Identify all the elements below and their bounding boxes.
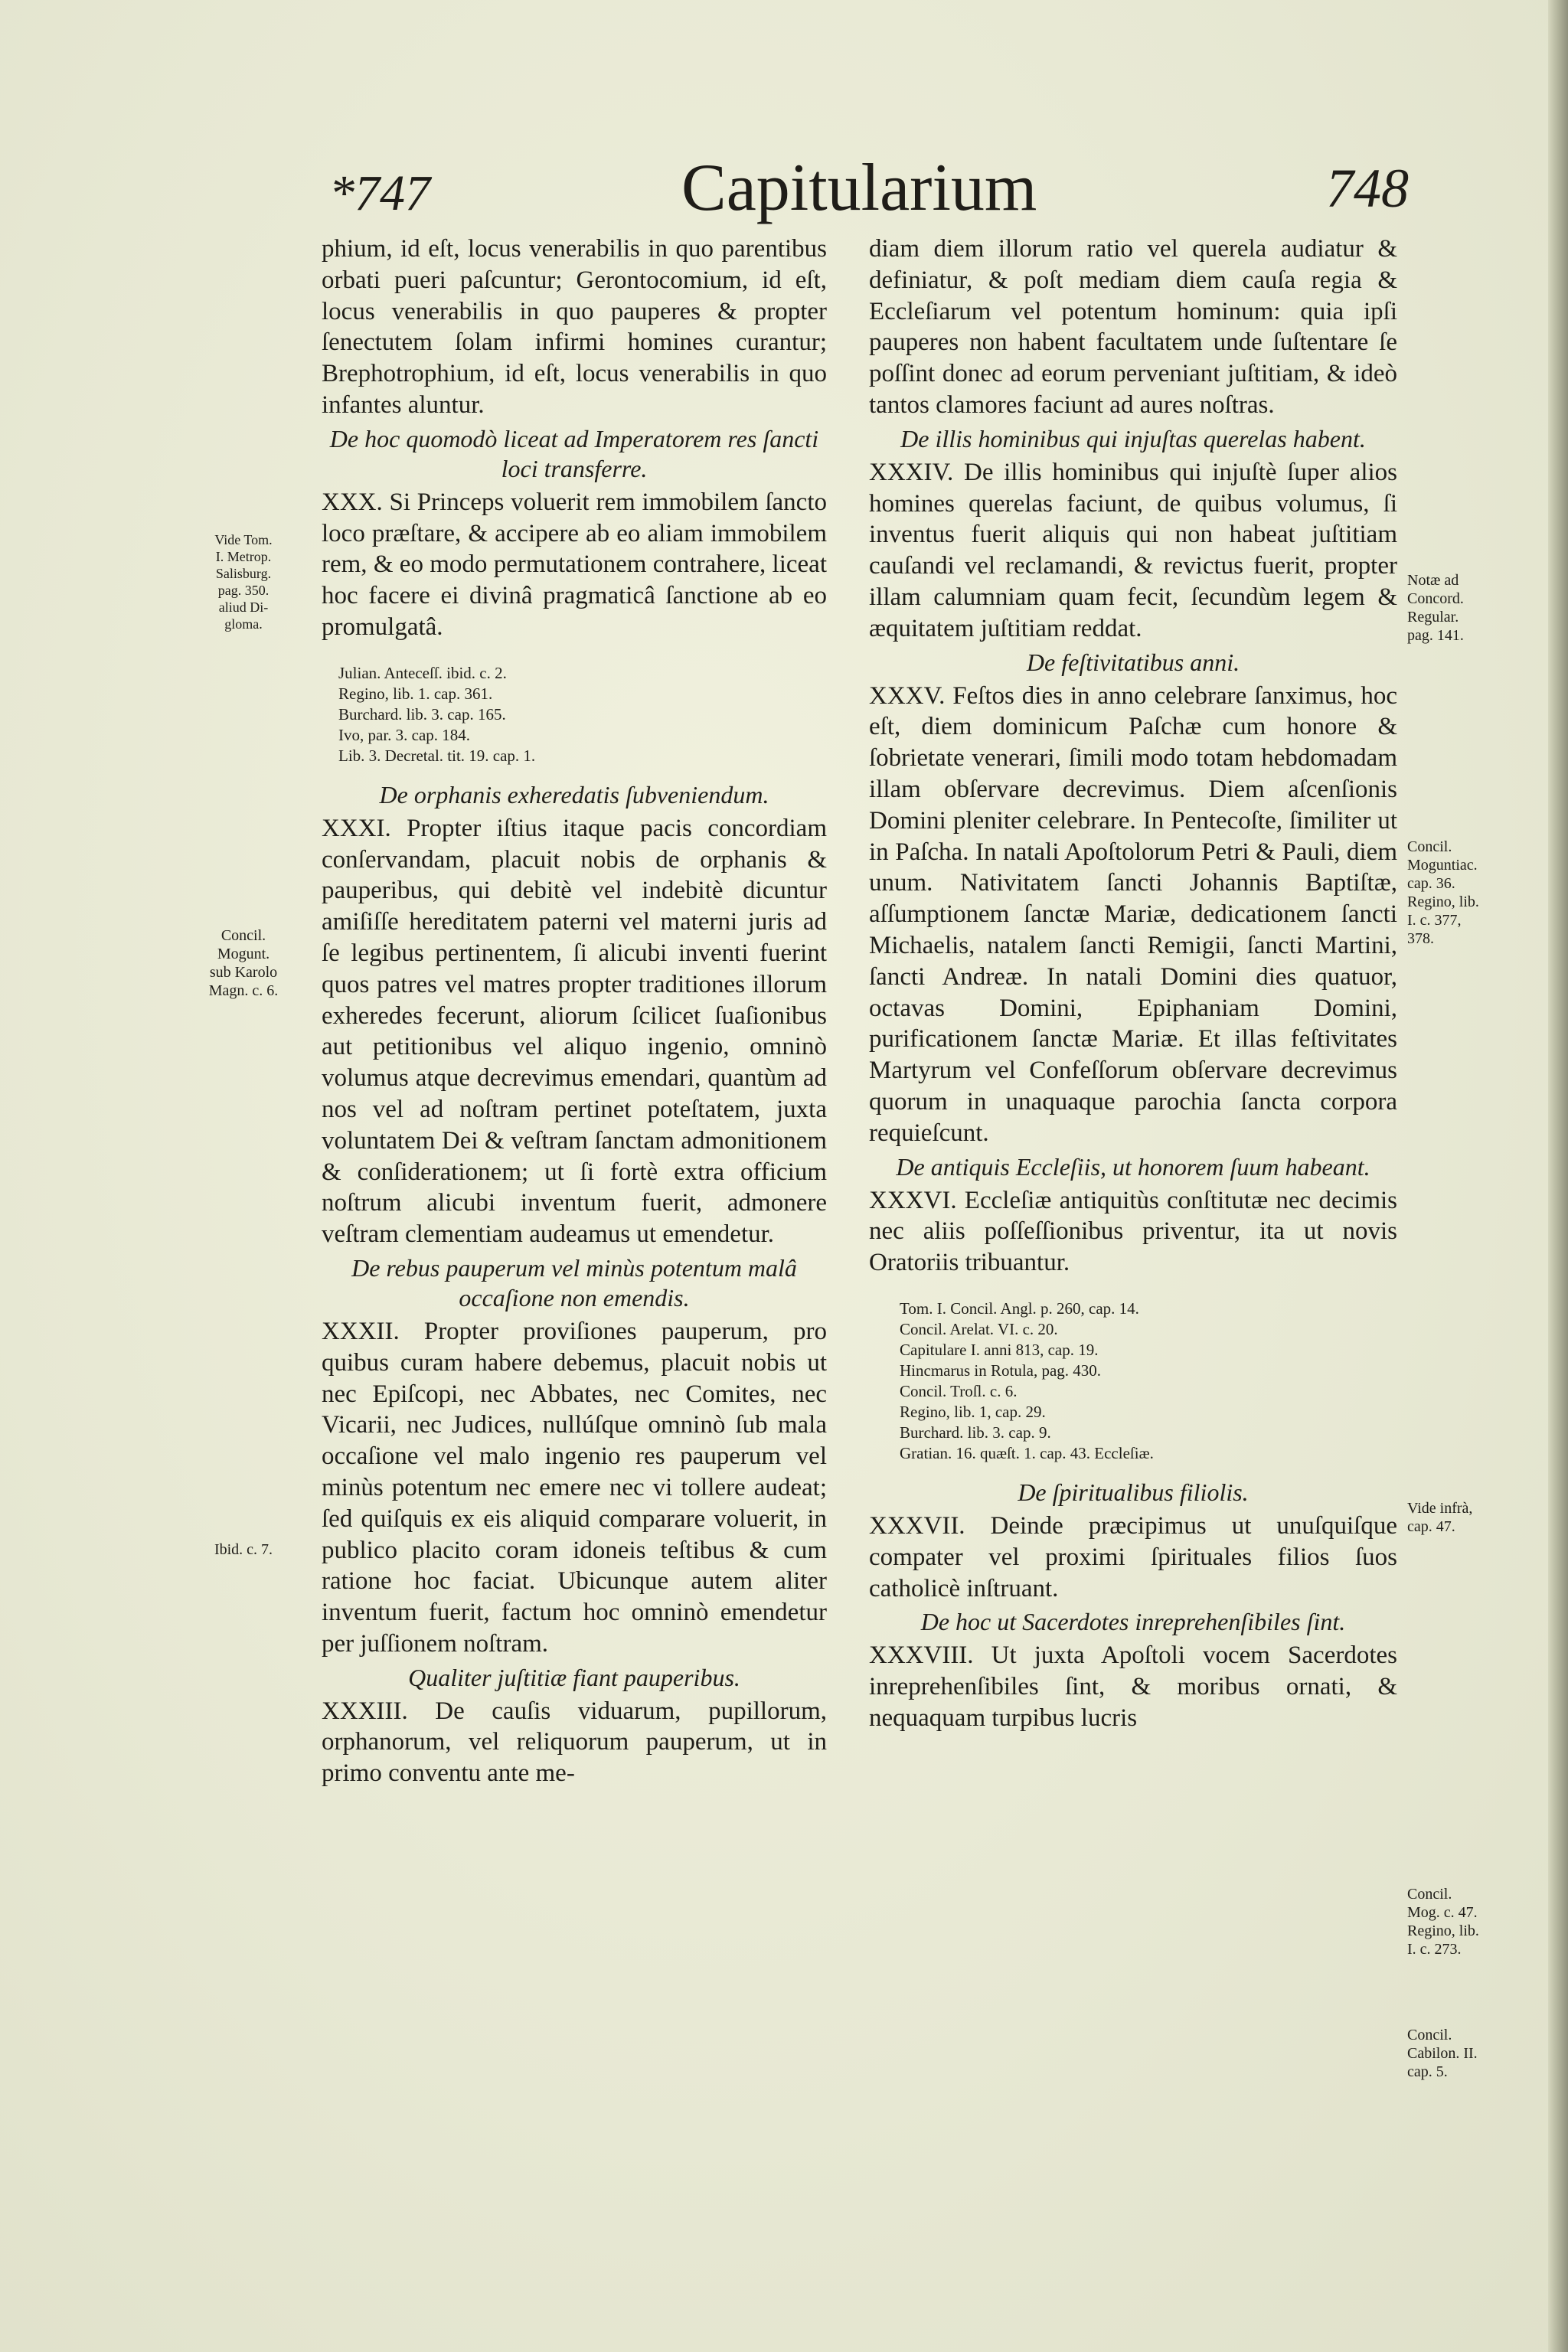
margin-note-concil-mogunt: Concil. Mogunt. sub Karolo Magn. c. 6. xyxy=(208,927,279,999)
page-number-right: 748 xyxy=(1326,158,1409,219)
paragraph-chapter-35: XXXV. Feſtos dies in anno celebrare ſanximus, hoc eſt, diem dominicum Paſchæ cum honore & ſobrietate venerari, ſimili modo totam hebdomadam illam obſervare decrevimus. Diem aſcenſionis Domini pleniter celebrare. In Pentecoſte, ſimiliter ut in Paſcha. In natali Apoſtolorum Petri & Pauli, diem unum. Nativitatem ſancti Johannis Baptiſtæ, aſſumptionem ſanctæ Mariæ, dedicationem ſancti Michaelis, natalem ſancti Remigii, ſancti Martini, ſancti Andreæ. In natali Domini dies quatuor, octavas Domini, Epiphaniam Domini, purificationem ſanctæ Mariæ. Et illas feſtivitates Martyrum vel Confeſſorum obſervare decrevimus quorum in unaquaque parochia ſancta corpora requieſcunt. xyxy=(869,681,1397,1147)
paragraph-intro: phium, id eſt, locus venerabilis in quo parentibus orbati pueri paſcuntur; Gerontocomium, id eſt, locus venerabilis in quo pauperes & propter ſenectutem ſolam infirmi homines curantur; Brephotrophium, id eſt, locus venerabilis in quo infantes aluntur. xyxy=(322,235,827,419)
rubric-chapter-33: Qualiter juſtitiæ fiant pauperibus. xyxy=(408,1663,740,1691)
paragraph-chapter-33: XXXIII. De cauſis viduarum, pupillorum, orphanorum, vel reliquorum pauperum, ut in primo conventu ante me- xyxy=(322,1697,827,1788)
rubric-chapter-38: De hoc ut Sacerdotes inreprehenſibiles ſint. xyxy=(920,1608,1346,1636)
citation-line: Ivo, par. 3. cap. 184. xyxy=(338,725,471,744)
margin-note-vide-infra: Vide infrà, cap. 47. xyxy=(1407,1500,1473,1535)
margin-note-vide-tom: Vide Tom. I. Metrop. Salisburg. pag. 350. aliud Di- gloma. xyxy=(214,532,273,632)
paragraph-chapter-38: XXXVIII. Ut juxta Apoſtoli vocem Sacerdotes inreprehenſibiles ſint, & moribus ornati, & nequaquam turpibus lucris xyxy=(869,1642,1397,1732)
right-column xyxy=(869,234,1397,1734)
rubric-chapter-36: De antiquis Eccleſiis, ut honorem ſuum habeant. xyxy=(896,1152,1370,1181)
citation-line: Concil. Troſl. c. 6. xyxy=(900,1381,1018,1400)
citations-chapter-30 xyxy=(338,663,827,766)
margin-note-notae-concord: Notæ ad Concord. Regular. pag. 141. xyxy=(1407,572,1464,644)
page-gutter-shadow xyxy=(1548,0,1568,2352)
citation-line: Burchard. lib. 3. cap. 9. xyxy=(900,1423,1051,1442)
citation-line: Julian. Anteceſſ. ibid. c. 2. xyxy=(338,663,507,682)
paragraph-chapter-30: XXX. Si Princeps voluerit rem immobilem ſancto loco præſtare, & accipere ab eo aliam immobilem rem, & eo modo permutationem contrahere, liceat hoc facere ei divinâ pragmaticâ ſanctione ab eo promulgatâ. xyxy=(322,488,827,641)
rubric-chapter-37: De ſpiritualibus filiolis. xyxy=(1018,1478,1249,1506)
paragraph-chapter-33-continued: diam diem illorum ratio vel querela audiatur & definiatur, & poſt mediam diem cauſa regia & Eccleſiarum vel potentum hominum: quia ipſi pauperes non habent facultatem unde ſuſtentare ſe poſſint donec ad eorum perveniant juſtitiam, & ideò tantos clamores faciunt ad aures noſtras. xyxy=(869,235,1397,419)
paragraph-chapter-32: XXXII. Propter proviſiones pauperum, pro quibus curam habere debemus, placuit nobis ut nec Epiſcopi, nec Abbates, nec Comites, nec Vicarii, nec Judices, nullúſque omninò ſub mala occaſione vel malo ingenio res pauperum vel minùs potentum nec emere nec vi tollere audeat; ſed quiſquis ex eis aliquid comparare voluerit, in publico placito coram idoneis teſtibus & cum ratione hoc faciat. Ubicunque autem aliter inventum fuerit, factum hoc omninò emendetur per juſſionem noſtram. xyxy=(322,1317,827,1658)
paragraph-chapter-36: XXXVI. Eccleſiæ antiquitùs conſtitutæ nec decimis nec aliis poſſeſſionibus priventur, ita ut novis Oratoriis tribuantur. xyxy=(869,1186,1397,1277)
citation-line: Regino, lib. 1. cap. 361. xyxy=(338,684,493,703)
citation-line: Tom. I. Concil. Angl. p. 260, cap. 14. xyxy=(900,1298,1139,1318)
rubric-chapter-35: De feſtivitatibus anni. xyxy=(1026,648,1240,676)
margin-note-concil-mog-c47: Concil. Mog. c. 47. Regino, lib. I. c. 273. xyxy=(1407,1886,1479,1958)
rubric-chapter-31: De orphanis exheredatis ſubveniendum. xyxy=(379,780,769,808)
rubric-chapter-34: De illis hominibus qui injuſtas querelas habent. xyxy=(900,424,1366,452)
rubric-chapter-30: De hoc quomodò liceat ad Imperatorem res ſancti loci transferre. xyxy=(329,424,819,482)
left-column xyxy=(322,234,827,1789)
citations-chapter-36 xyxy=(900,1298,1397,1464)
margin-note-ibid: Ibid. c. 7. xyxy=(214,1541,273,1558)
margin-note-concil-cabilon: Concil. Cabilon. II. cap. 5. xyxy=(1407,2027,1478,2080)
paragraph-chapter-37: XXXVII. Deinde præcipimus ut unuſquiſque compater vel proximi ſpirituales filios ſuos catholicè inſtruant. xyxy=(869,1511,1397,1602)
citation-line: Capitulare I. anni 813, cap. 19. xyxy=(900,1340,1099,1359)
citation-line: Regino, lib. 1, cap. 29. xyxy=(900,1402,1046,1421)
page-number-left: *747 xyxy=(329,165,430,221)
citation-line: Burchard. lib. 3. cap. 165. xyxy=(338,704,506,724)
citation-line: Gratian. 16. quæſt. 1. cap. 43. Eccleſiæ. xyxy=(900,1443,1154,1462)
citation-line: Concil. Arelat. VI. c. 20. xyxy=(900,1319,1058,1338)
page-header xyxy=(322,149,1409,226)
running-title: Capitularium xyxy=(681,151,1037,225)
paragraph-chapter-34: XXXIV. De illis hominibus qui injuſtè ſuper alios homines querelas faciunt, de quibus volumus, ſi inventus fuerit aliquis qui non habeat juſtitiam cauſandi vel reclamandi, & revictus fuerit, propter illam calumniam quam fecit, ſecundùm legem & æquitatem juſtitiam reddat. xyxy=(869,458,1397,642)
rubric-chapter-32: De rebus pauperum vel minùs potentum malâ occaſione non emendis. xyxy=(351,1253,797,1312)
citation-line: Hincmarus in Rotula, pag. 430. xyxy=(900,1361,1102,1380)
paragraph-chapter-31: XXXI. Propter iſtius itaque pacis concordiam conſervandam, placuit nobis de orphanis & pauperibus, qui debitè vel indebitè dicuntur amiſiſſe hereditatem paterni vel materni juris ad ſe legibus pertinentem, ſi alicubi inventi fuerint quos patres vel matres propter traditiones illorum exheredes fecerunt, aliorum ſcilicet ſuaſionibus aut petitionibus vel aliquo ingenio, omninò volumus atque decrevimus emendari, quantùm ad nos vel ad noſtram pertinet poteſtatem, juxta voluntatem Dei & veſtram ſanctam admonitionem & conſiderationem; ut ſi fortè extra officium noſtrum alicubi inventum fuerit, admonere veſtram clementiam audeamus ut emendetur. xyxy=(322,814,827,1249)
citation-line: Lib. 3. Decretal. tit. 19. cap. 1. xyxy=(338,746,536,765)
margin-note-concil-moguntiac: Concil. Moguntiac. cap. 36. Regino, lib. I. c. 377, 378. xyxy=(1407,838,1479,947)
